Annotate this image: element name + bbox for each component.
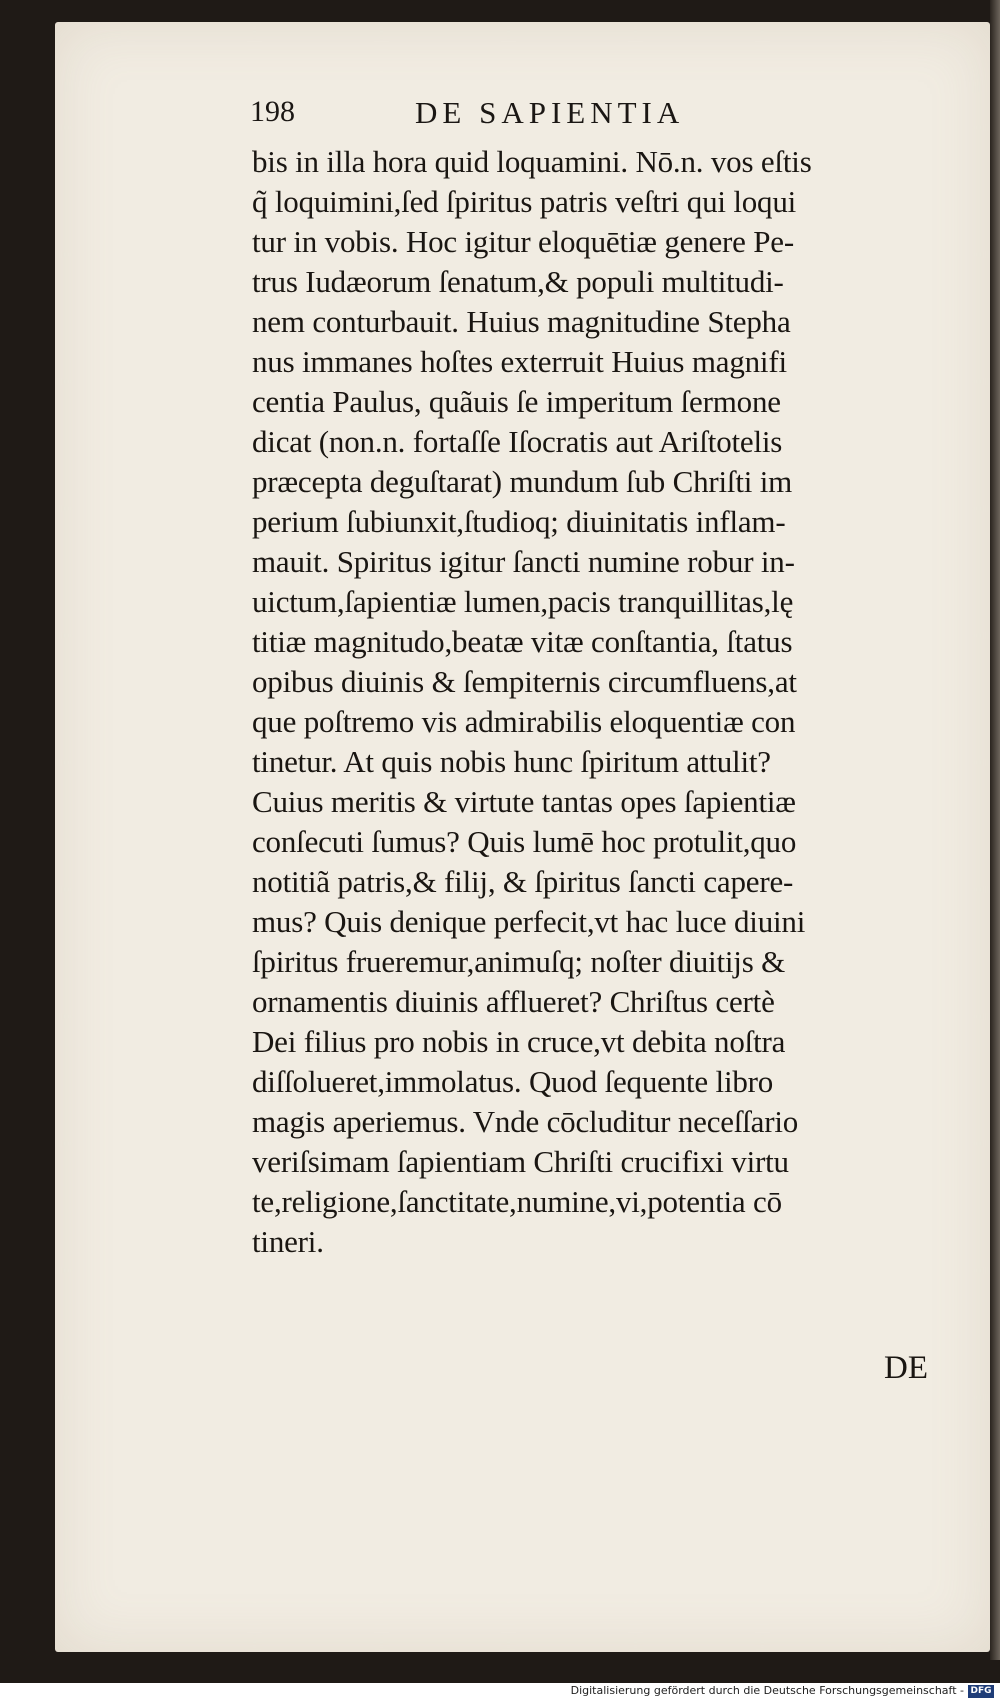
text-line: tur in vobis. Hoc igitur eloquētiæ genere Pe-: [252, 224, 794, 259]
text-line: perium ſubiunxit,ſtudioq; diuinitatis inflam-: [252, 504, 786, 539]
text-line: te,religione,ſanctitate,numine,vi,potentia cō: [252, 1184, 782, 1219]
text-line: veriſsimam ſapientiam Chriſti crucifixi virtu: [252, 1144, 789, 1179]
text-line: magis aperiemus. Vnde cōcluditur neceſſario: [252, 1104, 799, 1139]
text-line: nem conturbauit. Huius magnitudine Stepha: [252, 304, 791, 339]
text-line: nus immanes hoſtes exterruit Huius magnifi: [252, 344, 787, 379]
text-line: tinetur. At quis nobis hunc ſpiritum attulit?: [252, 744, 771, 779]
catchword: DE: [884, 1350, 928, 1386]
text-line: dicat (non.n. fortaſſe Iſocratis aut Ariſtotelis: [252, 424, 783, 459]
running-head: [250, 95, 950, 135]
footer-credit: Digitalisierung gefördert durch die Deutsche Forschungsgemeinschaft -: [570, 1684, 964, 1697]
header-title: DE SAPIENTIA: [415, 95, 685, 130]
text-line: Cuius meritis & virtute tantas opes ſapientiæ: [252, 784, 796, 819]
text-line: mus? Quis denique perfecit,vt hac luce diuini: [252, 904, 806, 939]
text-line: mauit. Spiritus igitur ſancti numine robur in-: [252, 544, 795, 579]
text-line: bis in illa hora quid loquamini. Nō.n. vos eſtis: [252, 144, 812, 179]
text-line: opibus diuinis & ſempiternis circumfluens,at: [252, 664, 797, 699]
text-line: centia Paulus, quãuis ſe imperitum ſermone: [252, 384, 781, 419]
text-body: [252, 142, 952, 1262]
text-line: notitiã patris,& filij, & ſpiritus ſancti capere-: [252, 864, 794, 899]
page-number: 198: [250, 95, 295, 128]
text-line: diſſolueret,immolatus. Quod ſequente libro: [252, 1064, 774, 1099]
text-line: que poſtremo vis admirabilis eloquentiæ con: [252, 704, 796, 739]
text-line: tineri.: [252, 1224, 324, 1259]
text-line: ſpiritus frueremur,animuſq; noſter diuitijs &: [252, 944, 786, 979]
text-line: ornamentis diuinis afflueret? Chriſtus certè: [252, 984, 775, 1019]
text-line: q̃ loquimini,ſed ſpiritus patris veſtri qui loqui: [252, 184, 797, 219]
text-line: Dei filius pro nobis in cruce,vt debita noſtra: [252, 1024, 786, 1059]
text-line: uictum,ſapientiæ lumen,pacis tranquillitas,lę: [252, 584, 794, 619]
dfg-logo: DFG: [968, 1685, 994, 1698]
book-edge: [990, 0, 1000, 1660]
text-line: trus Iudæorum ſenatum,& populi multitudi-: [252, 264, 784, 299]
text-line: titiæ magnitudo,beatæ vitæ conſtantia, ſtatus: [252, 624, 793, 659]
text-line: præcepta deguſtarat) mundum ſub Chriſti im: [252, 464, 793, 499]
text-line: conſecuti ſumus? Quis lumē hoc protulit,quo: [252, 824, 797, 859]
